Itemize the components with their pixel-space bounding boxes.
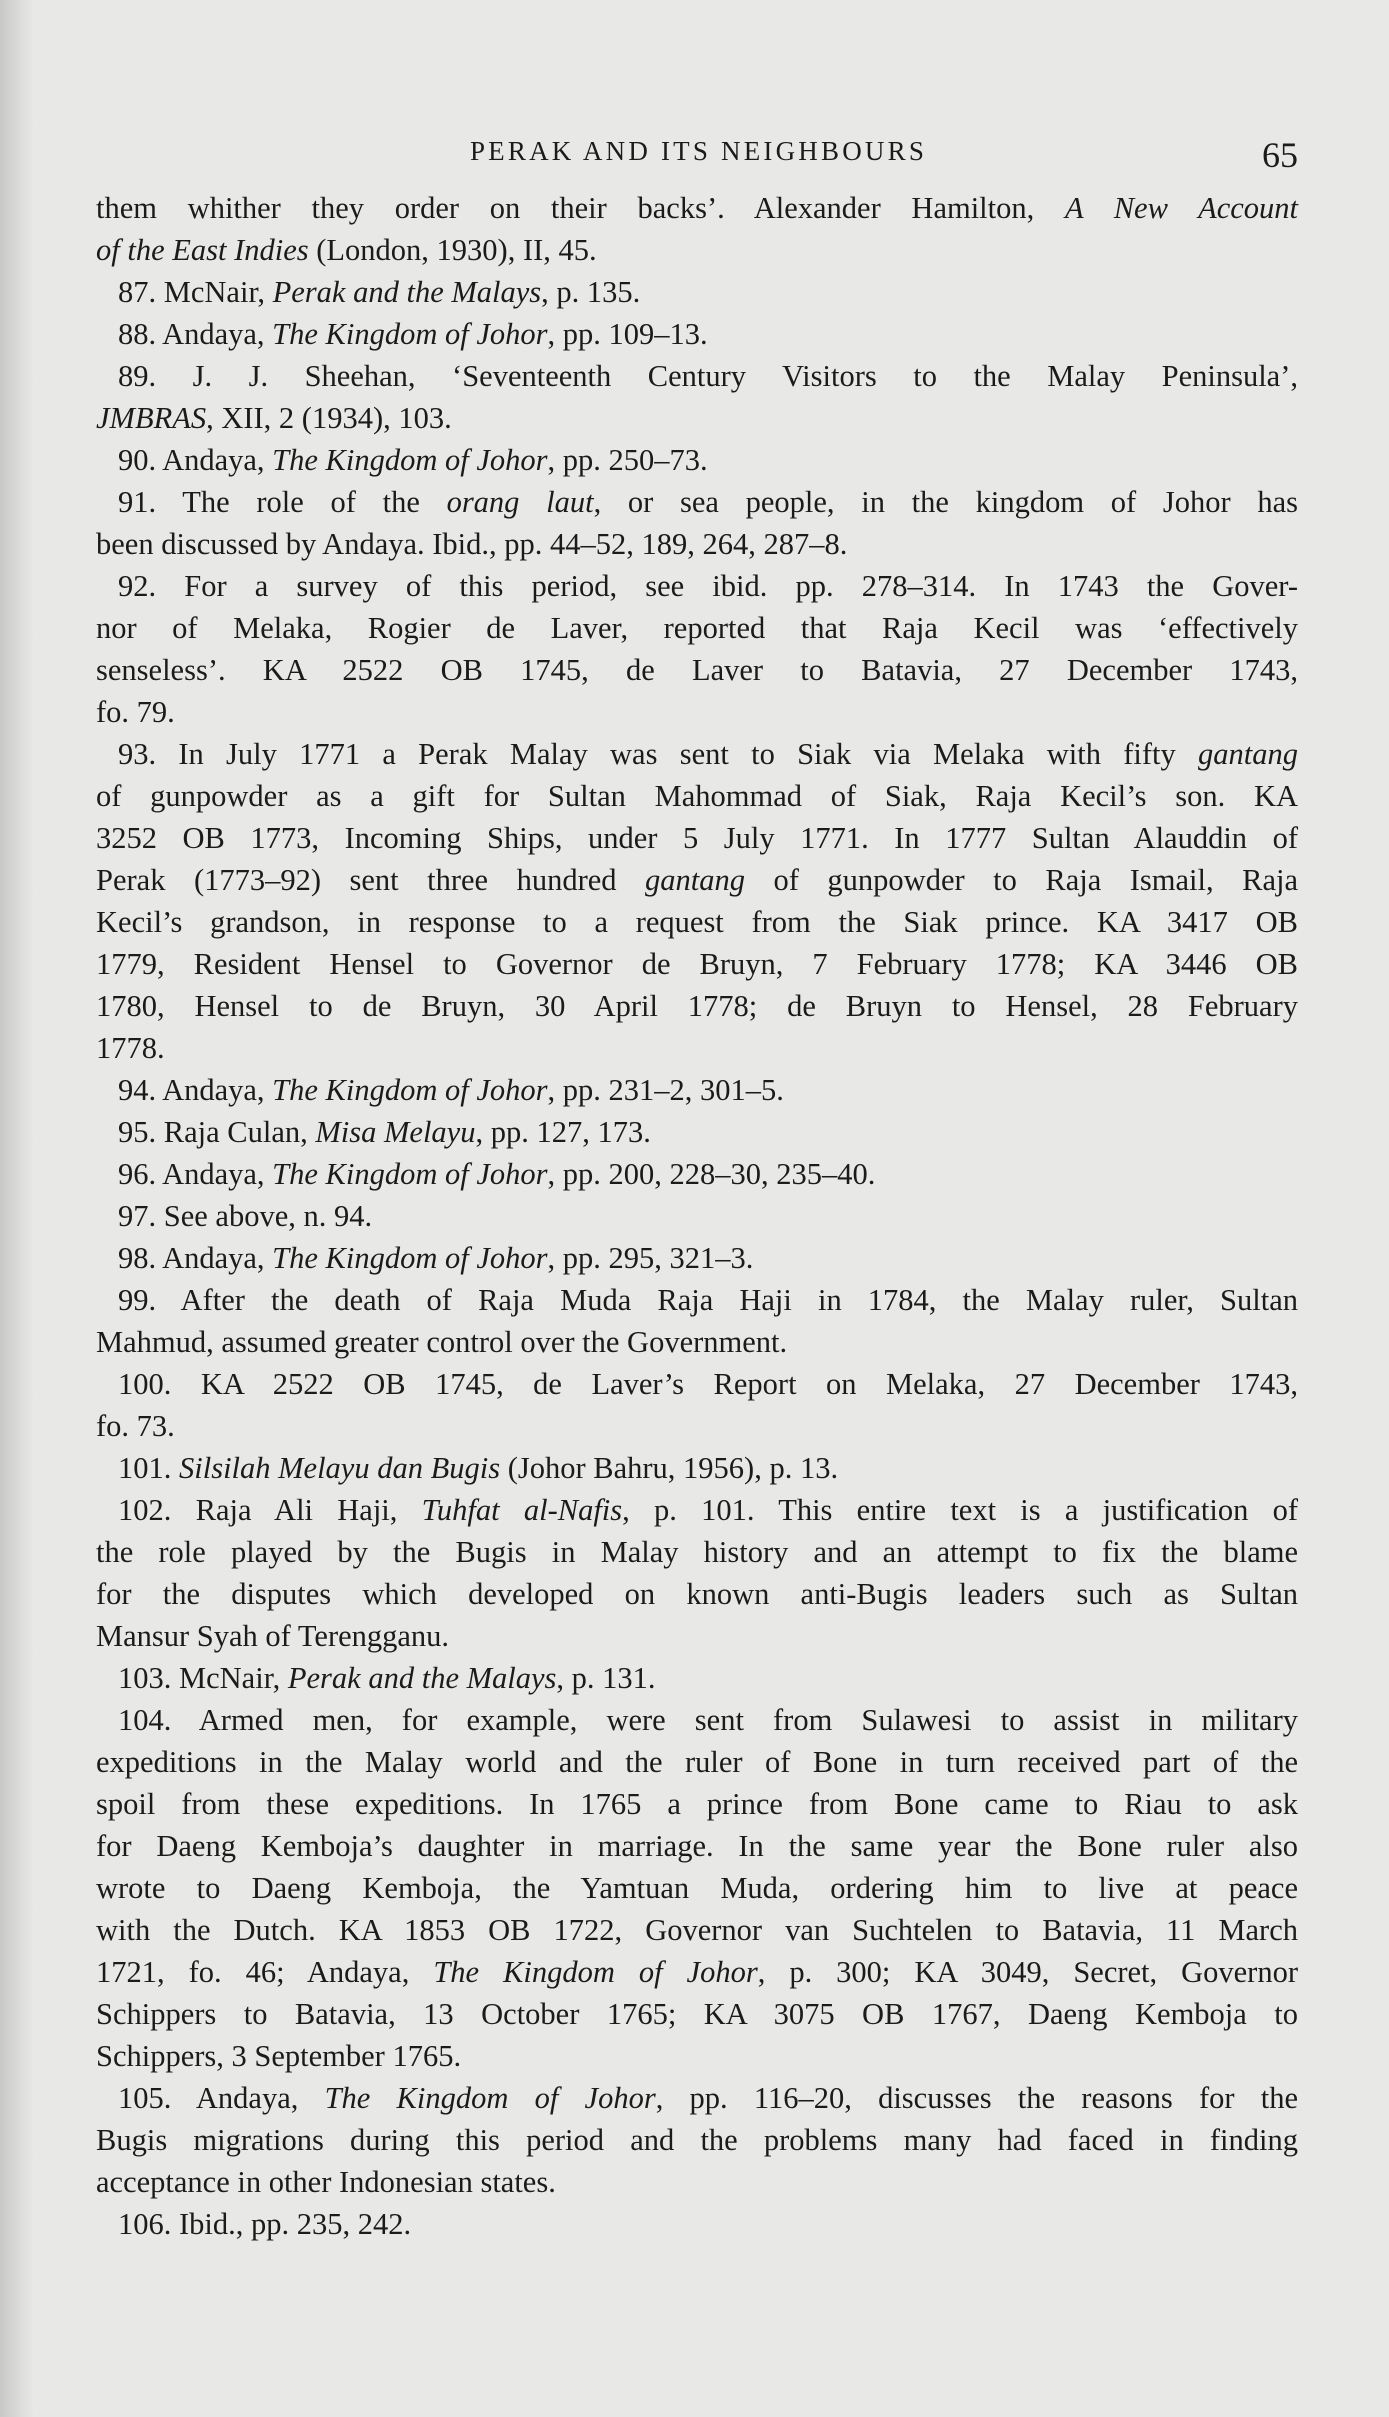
- endnote-line: [96, 1615, 1298, 1657]
- text-run: , pp. 127, 173.: [475, 1115, 651, 1149]
- italic-title: Tuhfat al-Nafis: [421, 1493, 623, 1527]
- endnote-first-line: [96, 1489, 1298, 1531]
- text-run: 93. In July 1771 a Perak Malay was sent to Siak via Melaka with fifty: [118, 737, 1199, 771]
- endnote-first-line: [96, 733, 1298, 775]
- text-run: 97. See above, n. 94.: [118, 1199, 373, 1233]
- italic-title: of the East Indies: [96, 233, 309, 267]
- text-run: for Daeng Kemboja’s daughter in marriage. In the same year the Bone ruler also: [96, 1829, 1298, 1863]
- text-run: Bugis migrations during this period and the problems many had faced in finding: [96, 2123, 1298, 2157]
- text-run: Mahmud, assumed greater control over the Government.: [96, 1325, 788, 1359]
- text-run: been discussed by Andaya. Ibid., pp. 44–52, 189, 264, 287–8.: [96, 527, 848, 561]
- endnote-line: [96, 1909, 1298, 1951]
- text-run: wrote to Daeng Kemboja, the Yamtuan Muda, ordering him to live at peace: [96, 1871, 1298, 1905]
- endnote-line: [96, 1993, 1298, 2035]
- text-run: , pp. 231–2, 301–5.: [547, 1073, 784, 1107]
- endnote-first-line: [96, 1237, 1298, 1279]
- endnote-line: [96, 1573, 1298, 1615]
- endnote-first-line: [96, 439, 1298, 481]
- text-run: 3252 OB 1773, Incoming Ships, under 5 July 1771. In 1777 Sultan Alauddin of: [96, 821, 1298, 855]
- endnote-line: [96, 901, 1298, 943]
- text-run: 98. Andaya,: [118, 1241, 273, 1275]
- italic-title: gantang: [645, 863, 746, 897]
- italic-title: The Kingdom of Johor: [272, 443, 548, 477]
- italic-title: The Kingdom of Johor: [324, 2081, 656, 2115]
- endnote-line: [96, 943, 1298, 985]
- endnote-first-line: [96, 355, 1298, 397]
- text-run: 100. KA 2522 OB 1745, de Laver’s Report on Melaka, 27 December 1743,: [118, 1367, 1298, 1401]
- endnote-line: [96, 649, 1298, 691]
- text-run: nor of Melaka, Rogier de Laver, reported that Raja Kecil was ‘effectively: [96, 611, 1298, 645]
- endnote-line: [96, 1741, 1298, 1783]
- text-run: Kecil’s grandson, in response to a request from the Siak prince. KA 3417 OB: [96, 905, 1298, 939]
- endnote-line: [96, 2035, 1298, 2077]
- text-run: Schippers, 3 September 1765.: [96, 2039, 462, 2073]
- endnote-first-line: [96, 1195, 1298, 1237]
- text-run: for the disputes which developed on known anti-Bugis leaders such as Sultan: [96, 1577, 1298, 1611]
- text-run: (London, 1930), II, 45.: [308, 233, 597, 267]
- text-run: 94. Andaya,: [118, 1073, 273, 1107]
- text-run: 99. After the death of Raja Muda Raja Haji in 1784, the Malay ruler, Sultan: [118, 1283, 1298, 1317]
- text-run: , or sea people, in the kingdom of Johor has: [593, 485, 1299, 519]
- endnote-first-line: [96, 1153, 1298, 1195]
- endnote-first-line: [96, 313, 1298, 355]
- text-run: 92. For a survey of this period, see ibid. pp. 278–314. In 1743 the Gover-: [118, 569, 1298, 603]
- text-run: fo. 79.: [96, 695, 175, 729]
- text-run: of gunpowder as a gift for Sultan Mahommad of Siak, Raja Kecil’s son. KA: [96, 779, 1298, 813]
- text-run: the role played by the Bugis in Malay history and an attempt to fix the blame: [96, 1535, 1298, 1569]
- text-run: 1778.: [96, 1031, 165, 1065]
- endnote-line: [96, 817, 1298, 859]
- text-run: 104. Armed men, for example, were sent from Sulawesi to assist in military: [118, 1703, 1298, 1737]
- endnote-first-line: [96, 565, 1298, 607]
- text-run: 95. Raja Culan,: [118, 1115, 316, 1149]
- endnote-line: [96, 859, 1298, 901]
- text-run: spoil from these expeditions. In 1765 a prince from Bone came to Riau to ask: [96, 1787, 1298, 1821]
- text-run: 1780, Hensel to de Bruyn, 30 April 1778; de Bruyn to Hensel, 28 February: [96, 989, 1298, 1023]
- page-gutter-shadow: [0, 0, 34, 2417]
- text-run: acceptance in other Indonesian states.: [96, 2165, 556, 2199]
- text-run: , pp. 250–73.: [547, 443, 708, 477]
- text-run: 103. McNair,: [118, 1661, 288, 1695]
- endnote-first-line: [96, 1279, 1298, 1321]
- text-run: 89. J. J. Sheehan, ‘Seventeenth Century Visitors to the Malay Peninsula’,: [118, 359, 1298, 393]
- endnotes-body: [96, 187, 1298, 2245]
- endnote-line: [96, 1951, 1298, 1993]
- endnote-first-line: [96, 481, 1298, 523]
- text-run: , XII, 2 (1934), 103.: [206, 401, 452, 435]
- italic-title: The Kingdom of Johor: [272, 317, 548, 351]
- endnote-line: [96, 985, 1298, 1027]
- italic-title: A New Account: [1064, 191, 1298, 225]
- text-run: , pp. 200, 228–30, 235–40.: [547, 1157, 876, 1191]
- endnote-line: [96, 1783, 1298, 1825]
- text-run: Mansur Syah of Terengganu.: [96, 1619, 450, 1653]
- endnote-line: [96, 607, 1298, 649]
- endnote-first-line: [96, 2077, 1298, 2119]
- italic-title: The Kingdom of Johor: [272, 1073, 548, 1107]
- italic-title: gantang: [1198, 737, 1298, 771]
- text-run: 106. Ibid., pp. 235, 242.: [118, 2207, 412, 2241]
- endnote-first-line: [96, 1699, 1298, 1741]
- endnote-line: [96, 1531, 1298, 1573]
- endnote-first-line: [96, 1657, 1298, 1699]
- text-run: expeditions in the Malay world and the ruler of Bone in turn received part of the: [96, 1745, 1298, 1779]
- text-run: , p. 300; KA 3049, Secret, Governor: [757, 1955, 1298, 1989]
- text-run: with the Dutch. KA 1853 OB 1722, Governor van Suchtelen to Batavia, 11 March: [96, 1913, 1298, 1947]
- text-run: , p. 135.: [541, 275, 641, 309]
- text-run: them whither they order on their backs’. Alexander Hamilton,: [96, 191, 1065, 225]
- text-run: 88. Andaya,: [118, 317, 273, 351]
- endnote-line: [96, 1405, 1298, 1447]
- text-run: , pp. 295, 321–3.: [547, 1241, 754, 1275]
- italic-title: JMBRAS: [96, 401, 207, 435]
- italic-title: Silsilah Melayu dan Bugis: [179, 1451, 501, 1485]
- running-head: PERAK AND ITS NEIGHBOURS: [469, 136, 928, 166]
- endnote-line: [96, 2161, 1298, 2203]
- endnote-first-line: [96, 1447, 1298, 1489]
- text-run: Perak (1773–92) sent three hundred: [96, 863, 646, 897]
- text-run: of gunpowder to Raja Ismail, Raja: [745, 863, 1298, 897]
- endnote-line: [96, 1027, 1298, 1069]
- endnote-line: [96, 1825, 1298, 1867]
- endnote-line: [96, 397, 1298, 439]
- text-run: , pp. 109–13.: [547, 317, 708, 351]
- text-run: 101.: [118, 1451, 179, 1485]
- endnote-first-line: [96, 2203, 1298, 2245]
- text-run: 96. Andaya,: [118, 1157, 273, 1191]
- text-run: , p. 131.: [556, 1661, 656, 1695]
- text-run: Schippers to Batavia, 13 October 1765; KA 3075 OB 1767, Daeng Kemboja to: [96, 1997, 1298, 2031]
- endnote-line: [96, 187, 1298, 229]
- italic-title: orang laut: [446, 485, 594, 519]
- endnote-first-line: [96, 1111, 1298, 1153]
- italic-title: The Kingdom of Johor: [433, 1955, 758, 1989]
- text-run: 105. Andaya,: [118, 2081, 325, 2115]
- italic-title: The Kingdom of Johor: [272, 1157, 548, 1191]
- italic-title: Perak and the Malays: [272, 275, 542, 309]
- endnote-line: [96, 1321, 1298, 1363]
- italic-title: The Kingdom of Johor: [272, 1241, 548, 1275]
- text-run: (Johor Bahru, 1956), p. 13.: [500, 1451, 839, 1485]
- text-run: 87. McNair,: [118, 275, 273, 309]
- endnote-line: [96, 1867, 1298, 1909]
- endnote-first-line: [96, 1363, 1298, 1405]
- text-run: fo. 73.: [96, 1409, 175, 1443]
- endnote-line: [96, 523, 1298, 565]
- endnote-first-line: [96, 1069, 1298, 1111]
- text-run: 90. Andaya,: [118, 443, 273, 477]
- text-run: 102. Raja Ali Haji,: [118, 1493, 422, 1527]
- text-run: , pp. 116–20, discusses the reasons for the: [655, 2081, 1298, 2115]
- italic-title: Misa Melayu: [315, 1115, 476, 1149]
- text-run: 1721, fo. 46; Andaya,: [96, 1955, 434, 1989]
- endnote-first-line: [96, 271, 1298, 313]
- endnote-line: [96, 229, 1298, 271]
- text-run: , p. 101. This entire text is a justification of: [622, 1493, 1298, 1527]
- endnote-line: [96, 775, 1298, 817]
- text-run: 1779, Resident Hensel to Governor de Bruyn, 7 February 1778; KA 3446 OB: [96, 947, 1298, 981]
- endnote-line: [96, 691, 1298, 733]
- text-run: senseless’. KA 2522 OB 1745, de Laver to Batavia, 27 December 1743,: [96, 653, 1298, 687]
- page-number: 65: [1262, 135, 1298, 175]
- endnote-line: [96, 2119, 1298, 2161]
- italic-title: Perak and the Malays: [287, 1661, 557, 1695]
- text-run: 91. The role of the: [118, 485, 447, 519]
